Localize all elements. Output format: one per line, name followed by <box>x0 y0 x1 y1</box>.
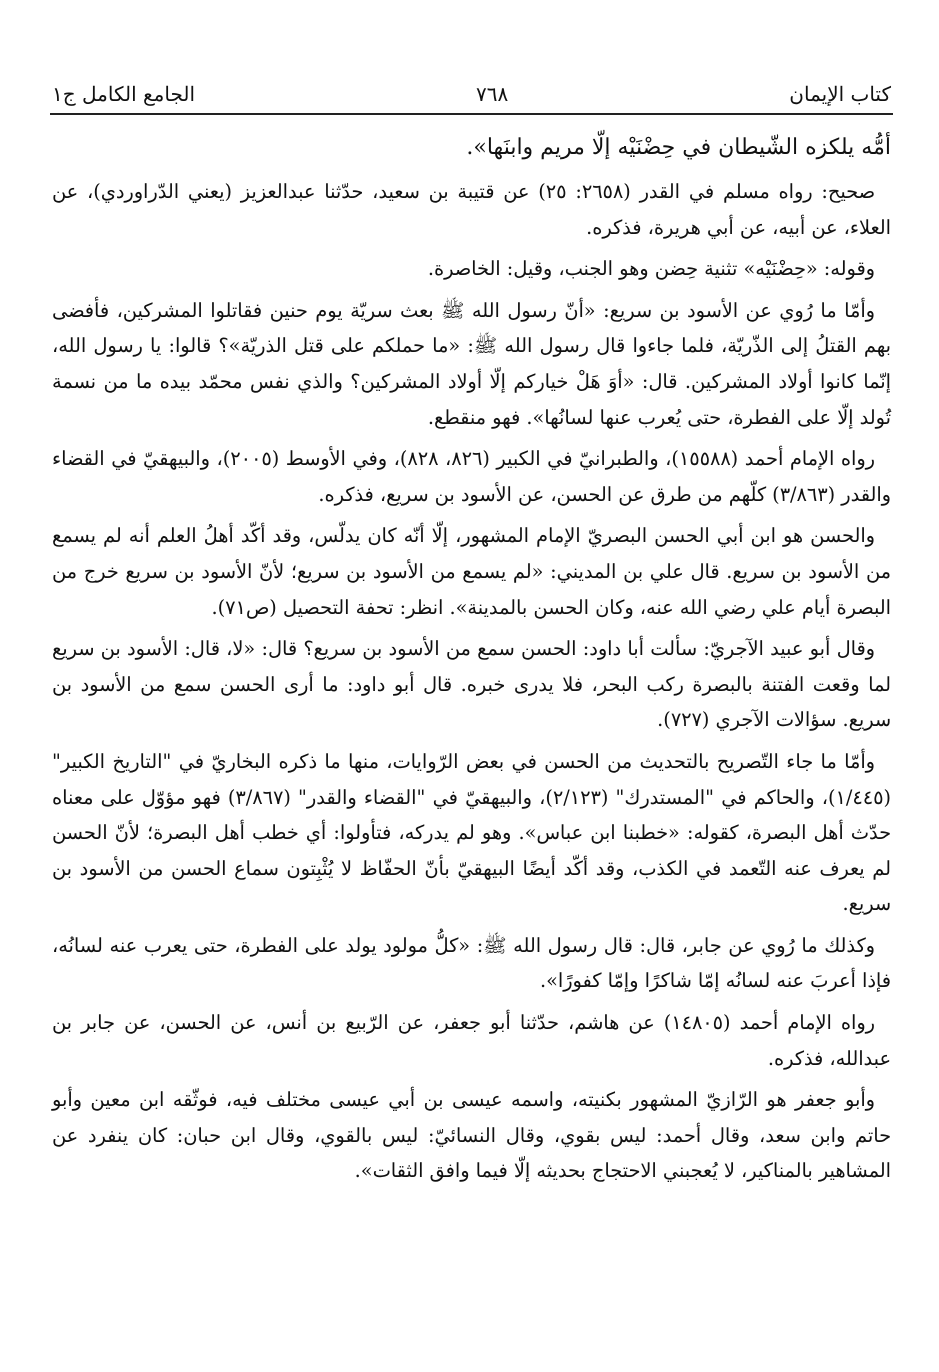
running-header <box>52 66 891 106</box>
paragraph-abu-jafar: وأبو جعفر هو الرّازيّ المشهور بكنيته، واسمه عيسى بن أبي عيسى مختلف فيه، فوثّقه ابن معين وأبو حاتم وابن سعد، وقال أحمد: ليس بقوي، وقال النسائيّ: ليس بالقوي، وقال ابن حبان: كان ينفرد عن المشاهير بالمناكير، لا يُعجبني الاحتجاج بحديثه إلّا فيما وافق الثقات». <box>52 1088 891 1183</box>
page-body <box>52 128 891 1195</box>
paragraph-hadith-ending: أمُّه يلكزه الشّيطان في حِضْنَيْه إلّا مريم وابنَها». <box>466 135 891 160</box>
page-number: ٧٦٨ <box>476 82 509 106</box>
paragraph-tahdith-explanation: وأمّا ما جاء التّصريح بالتحديث من الحسن في بعض الرّوايات، منها ما ذكره البخاريّ في "التاريخ الكبير" (١/٤٤٥)، والحاكم في "المستدرك" (٢/١٢٣)، والبيهقيّ في "القضاء والقدر" (٣/٨٦٧) فهو مؤوّل على معناه حدّث أهل البصرة، كقوله: «خطبنا ابن عباس». وهو لم يدركه، فتأولوا: أي خطب أهل البصرة؛ لأنّ الحسن لم يعرف عنه التّعمد في الكذب، وقد أكّد أيضًا البيهقيّ بأنّ الحفّاظ لا يُثْبِتون سماع الحسن من الأسود بن سريع. <box>52 749 891 916</box>
paragraph-jabir-hadith: وكذلك ما رُوي عن جابر، قال: قال رسول الله ﷺ: «كلُّ مولود يولد على الفطرة، حتى يعرب عنه لسانُه، فإذا أعربَ عنه لسانُه إمّا شاكرًا وإمّا كفورًا». <box>52 933 891 993</box>
chapter-title: كتاب الإيمان <box>789 82 891 106</box>
paragraph-aswad-sources: رواه الإمام أحمد (١٥٥٨٨)، والطبرانيّ في الكبير (٨٢٦، ٨٢٨)، وفي الأوسط (٢٠٠٥)، والبيهقيّ في القضاء والقدر (٣/٨٦٣) كلّهم من طرق عن الحسن، عن الأسود بن سريع، فذكره. <box>52 447 891 506</box>
paragraph-hasan-tadlis: والحسن هو ابن أبي الحسن البصريّ الإمام المشهور، إلّا أنّه كان يدلّس، وقد أكّد أهلُ العلم أنه لم يسمع من الأسود بن سريع. قال علي بن المديني: «لم يسمع من الأسود بن سريع؛ لأنّ الأسود بن سريع خرج من البصرة أيام علي رضي الله عنه، وكان الحسن بالمدينة». انظر: تحفة التحصيل (ص٧١). <box>52 524 891 619</box>
book-title: الجامع الكامل ج١ <box>52 82 196 106</box>
paragraph-jabir-sources: رواه الإمام أحمد (١٤٨٠٥) عن هاشم، حدّثنا أبو جعفر، عن الرّبيع بن أنس، عن الحسن، عن جابر بن عبدالله، فذكره. <box>52 1011 891 1070</box>
paragraph-aswad-hadith: وأمّا ما رُوي عن الأسود بن سريع: «أنّ رسول الله ﷺ بعث سريّة يوم حنين فقاتلوا المشركين، فأفضى بهم القتلُ إلى الذّريّة، فلما جاءوا قال رسول الله ﷺ: «ما حملكم على قتل الذريّة»؟ قالوا: يا رسول الله، إنّما كانوا أولاد المشركين. قال: «أوَ هَلْ خياركم إلّا أولاد المشركين؟ والذي نفس محمّد بيده ما من نسمة تُولد إلّا على الفطرة، حتى يُعرب عنها لسانُها». فهو منقطع. <box>52 298 891 429</box>
paragraph-grading: صحيح: رواه مسلم في القدر (٢٦٥٨: ٢٥) عن قتيبة بن سعيد، حدّثنا عبدالعزيز (يعني الدّراوردي)، عن العلاء، عن أبيه، عن أبي هريرة، فذكره. <box>52 180 891 239</box>
paragraph-word-explanation: وقوله: «حِضْنَيْه» تثنية حِضن وهو الجنب، وقيل: الخاصرة. <box>427 257 875 281</box>
paragraph-ajurri-question: وقال أبو عبيد الآجريّ: سألت أبا داود: الحسن سمع من الأسود بن سريع؟ قال: «لا، قال: الأسود بن سريع لما وقعت الفتنة بالبصرة ركب البحر، فلا يدرى خبره. قال أبو داود: ما أرى الحسن سمع من الأسود بن سريع. سؤالات الآجري (٧٢٧). <box>52 637 891 732</box>
header-rule <box>50 113 893 115</box>
